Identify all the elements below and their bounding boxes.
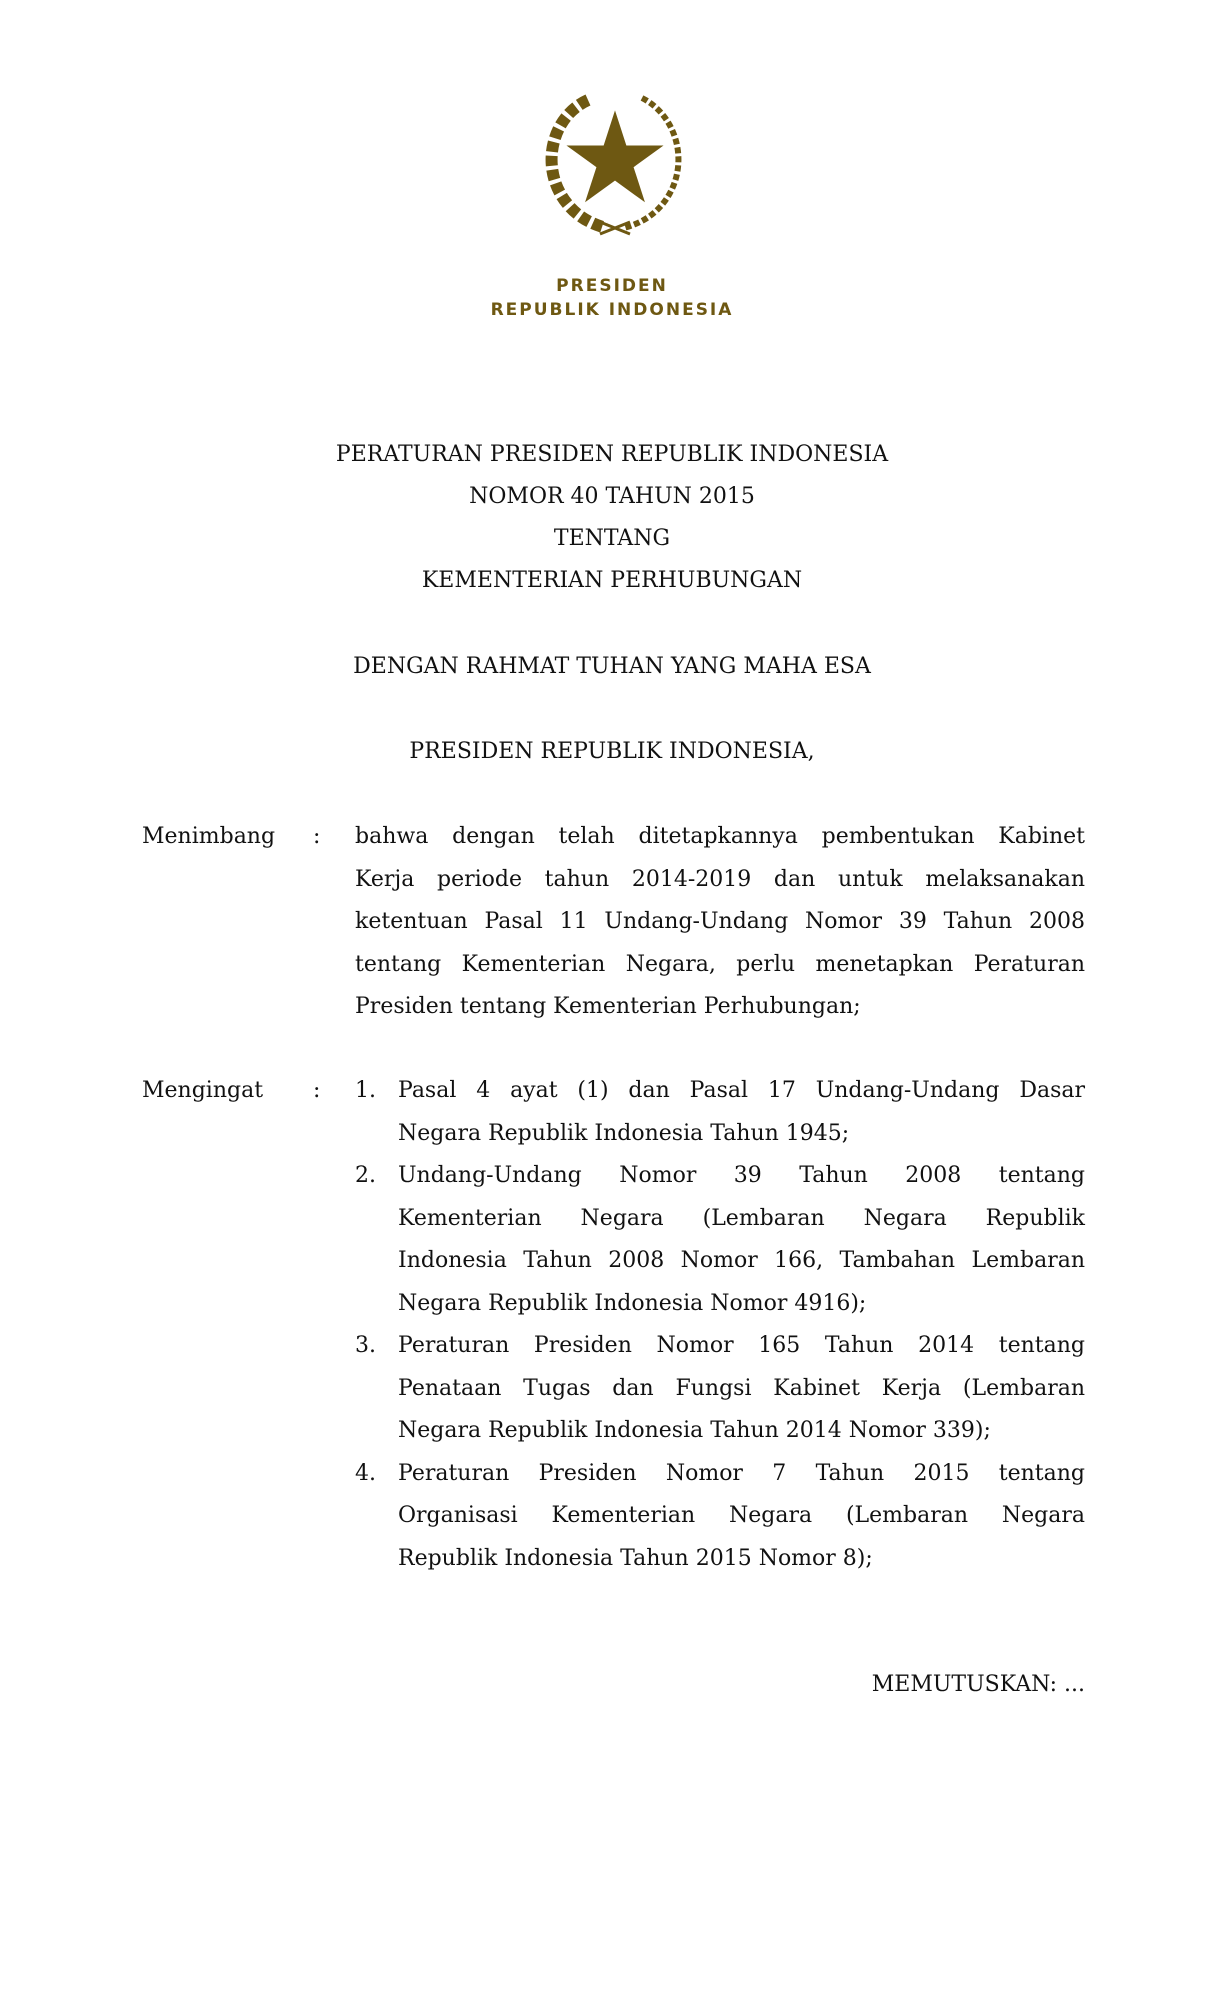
item-line: Negara Republik Indonesia Tahun 2014 Nomor 339);: [398, 1418, 991, 1443]
title-tentang: TENTANG: [553, 526, 671, 551]
regulation-title: [0, 434, 1224, 602]
menimbang-line: Kerja periode tahun 2014-2019 dan untuk melaksanakan: [355, 866, 1085, 892]
item-line: Kementerian Negara (Lembaran Negara Republik: [398, 1205, 1085, 1231]
item-line: Negara Republik Indonesia Tahun 1945;: [398, 1120, 850, 1146]
menimbang-colon: :: [313, 824, 321, 849]
menimbang-line: Presiden tentang Kementerian Perhubungan;: [355, 994, 861, 1019]
mengingat-item: [355, 1070, 1085, 1155]
item-line: Negara Republik Indonesia Nomor 4916);: [398, 1290, 867, 1316]
title-subject: KEMENTERIAN PERHUBUNGAN: [421, 568, 803, 593]
title-number: NOMOR 40 TAHUN 2015: [469, 484, 755, 509]
item-line: Undang-Undang Nomor 39 Tahun 2008 tentang: [398, 1163, 1085, 1188]
star-icon: [568, 112, 662, 201]
letterhead-republik-indonesia: REPUBLIK INDONESIA: [490, 300, 734, 320]
presiden-heading: PRESIDEN REPUBLIK INDONESIA,: [409, 739, 815, 764]
menimbang-label: Menimbang: [142, 824, 276, 849]
menimbang-line: bahwa dengan telah ditetapkannya pembentukan Kabinet: [355, 824, 1085, 849]
item-number: 4.: [355, 1460, 376, 1486]
mengingat-label: Mengingat: [142, 1078, 264, 1103]
item-line: Organisasi Kementerian Negara (Lembaran Negara: [398, 1503, 1085, 1528]
item-line: Peraturan Presiden Nomor 165 Tahun 2014 tentang: [398, 1333, 1085, 1358]
title-line: PERATURAN PRESIDEN REPUBLIK INDONESIA: [335, 442, 889, 467]
letterhead-presiden: PRESIDEN: [556, 276, 668, 296]
mengingat-colon: :: [313, 1078, 321, 1103]
menimbang-line: ketentuan Pasal 11 Undang-Undang Nomor 39 Tahun 2008: [355, 909, 1085, 934]
item-line: Indonesia Tahun 2008 Nomor 166, Tambahan Lembaran: [398, 1248, 1085, 1273]
menimbang-line: tentang Kementerian Negara, perlu menetapkan Peraturan: [355, 951, 1085, 977]
mengingat-item: [355, 1155, 1085, 1325]
item-number: 3.: [355, 1333, 376, 1358]
item-line: Peraturan Presiden Nomor 7 Tahun 2015 tentang: [398, 1460, 1085, 1486]
mengingat-item: [355, 1325, 1085, 1453]
continued-memutuskan: MEMUTUSKAN: ...: [871, 1672, 1085, 1697]
rahmat-heading: DENGAN RAHMAT TUHAN YANG MAHA ESA: [353, 654, 871, 679]
garuda-star-emblem-logo: [530, 82, 700, 242]
item-number: 2.: [355, 1163, 376, 1188]
item-line: Republik Indonesia Tahun 2015 Nomor 8);: [398, 1545, 873, 1571]
item-number: 1.: [355, 1078, 376, 1103]
mengingat-item: [355, 1453, 1085, 1581]
item-line: Pasal 4 ayat (1) dan Pasal 17 Undang-Undang Dasar: [398, 1078, 1085, 1103]
item-line: Penataan Tugas dan Fungsi Kabinet Kerja (Lembaran: [398, 1375, 1085, 1401]
